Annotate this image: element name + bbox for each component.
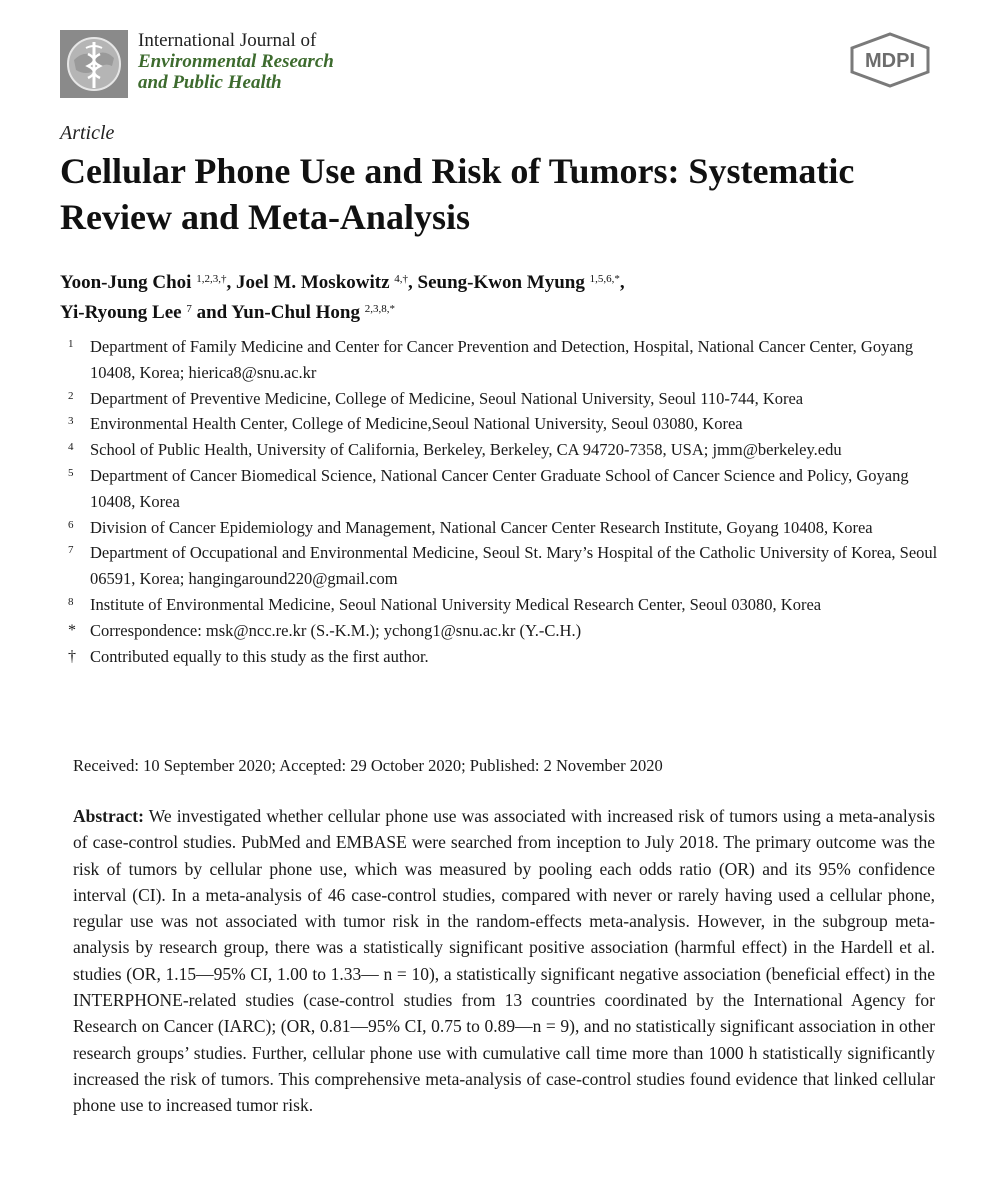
affiliation-text: Institute of Environmental Medicine, Seoul National University Medical Research Center, Seoul 03080, Korea xyxy=(90,594,822,614)
author-affiliation-marks: 2,3,8,* xyxy=(364,303,395,315)
author-list xyxy=(60,266,920,326)
author-affiliation-marks: 1,5,6,* xyxy=(589,273,620,285)
affiliation-mark: 3 xyxy=(68,415,74,428)
affiliation-text: Environmental Health Center, College of Medicine,Seoul National University, Seoul 03080, Korea xyxy=(90,414,743,434)
publication-dates: Received: 10 September 2020; Accepted: 29 October 2020; Published: 2 November 2020 xyxy=(73,756,663,775)
affiliation-item xyxy=(68,463,938,515)
journal-name-line3: and Public Health xyxy=(138,72,282,93)
article-type: Article xyxy=(60,122,115,144)
author-name: Seung-Kwon Myung xyxy=(417,272,585,293)
affiliation-text: Division of Cancer Epidemiology and Management, National Cancer Center Research Institute, Goyang 10408, Korea xyxy=(90,517,873,537)
journal-name xyxy=(138,30,334,93)
affiliation-text: Contributed equally to this study as the first author. xyxy=(90,646,429,666)
affiliation-text: Department of Preventive Medicine, College of Medicine, Seoul National University, Seoul 110-744, Korea xyxy=(90,388,804,408)
author-affiliation-marks: 1,2,3,† xyxy=(196,273,227,285)
affiliation-item xyxy=(68,386,938,412)
affiliation-mark: 1 xyxy=(68,338,74,350)
author-separator: , xyxy=(226,272,236,293)
author-affiliation-marks: 7 xyxy=(186,303,192,315)
affiliation-item xyxy=(68,592,938,618)
affiliation-mark: 6 xyxy=(68,518,74,531)
abstract-text: We investigated whether cellular phone use was associated with increased risk of tumors using a meta-analysis of case-control studies. PubMed and EMBASE were searched from inception to July 2018. The primary outcome was the risk of tumors by cellular phone use, which was measured by pooling each odds ratio (OR) and its 95% confidence interval (CI). In a meta-analysis of 46 case-control studies, compared with never or rarely having used a cellular phone, regular use was not associated with tumor risk in the random-effects meta-analysis. However, in the subgroup meta-analysis by research group, there was a statistically significant positive association (harmful effect) in the Hardell et al. studies (OR, 1.15—95% CI, 1.00 to 1.33— n = 10), a statistically significant negative association (beneficial effect) in the INTERPHONE-related studies (case-control studies from 13 countries coordinated by the International Agency for Research on Cancer (IARC); (OR, 0.81—95% CI, 0.75 to 0.89—n = 9), and no statistically significant association in other research groups’ studies. Further, cellular phone use with cumulative call time more than 1000 h statistically significantly increased the risk of tumors. This comprehensive meta-analysis of case-control studies found evidence that linked cellular phone use to increased tumor risk. xyxy=(73,806,936,1116)
affiliation-text: School of Public Health, University of California, Berkeley, Berkeley, CA 94720-7358, USA; jmm@berkeley.edu xyxy=(90,440,842,460)
affiliation-text: Correspondence: msk@ncc.re.kr (S.-K.M.); ychong1@snu.ac.kr (Y.-C.H.) xyxy=(90,620,582,640)
affiliation-text: Department of Family Medicine and Center for Cancer Prevention and Detection, Hospital, National Cancer Center, Goyang 10408, Korea; hierica8@snu.ac.kr xyxy=(90,337,914,382)
affiliation-mark: 5 xyxy=(68,466,74,479)
abstract-label: Abstract: xyxy=(73,806,144,826)
publisher-name: MDPI xyxy=(865,50,915,72)
author-name: Yoon-Jung Choi xyxy=(60,272,192,293)
author-separator: and xyxy=(191,302,232,323)
affiliation-item xyxy=(68,540,938,592)
journal-name-line2: Environmental Research xyxy=(138,51,334,72)
author-separator: , xyxy=(408,272,418,293)
affiliation-mark: † xyxy=(68,647,76,665)
author-name: Yun-Chul Hong xyxy=(231,302,360,323)
abstract xyxy=(73,803,935,1119)
affiliation-mark: 4 xyxy=(68,441,74,454)
caduceus-globe-icon xyxy=(60,30,128,98)
affiliation-mark: 7 xyxy=(68,544,74,557)
author-affiliation-marks: 4,† xyxy=(394,273,409,285)
affiliation-list xyxy=(68,334,938,669)
mdpi-logo xyxy=(846,30,934,90)
journal-name-line1: International Journal of xyxy=(138,30,317,51)
affiliation-item xyxy=(68,437,938,463)
affiliation-mark: * xyxy=(68,621,76,639)
affiliation-item xyxy=(68,618,938,644)
author-name: Joel M. Moskowitz xyxy=(235,272,390,293)
affiliation-text: Department of Cancer Biomedical Science, National Cancer Center Graduate School of Cancer Science and Policy, Goyang 10408, Korea xyxy=(90,465,909,511)
article-title: Cellular Phone Use and Risk of Tumors: Systematic Review and Meta-Analysis xyxy=(60,151,855,237)
author-separator: , xyxy=(619,272,625,293)
affiliation-mark: 2 xyxy=(68,389,74,402)
affiliation-item xyxy=(68,644,938,670)
affiliation-item xyxy=(68,411,938,437)
affiliation-mark: 8 xyxy=(68,595,74,608)
affiliation-item xyxy=(68,515,938,541)
affiliation-text: Department of Occupational and Environmental Medicine, Seoul St. Mary’s Hospital of the Catholic University of Korea, Seoul 06591, Korea; hangingaround220@gmail.com xyxy=(90,543,938,589)
affiliation-item xyxy=(68,334,938,386)
author-name: Yi-Ryoung Lee xyxy=(60,302,182,323)
